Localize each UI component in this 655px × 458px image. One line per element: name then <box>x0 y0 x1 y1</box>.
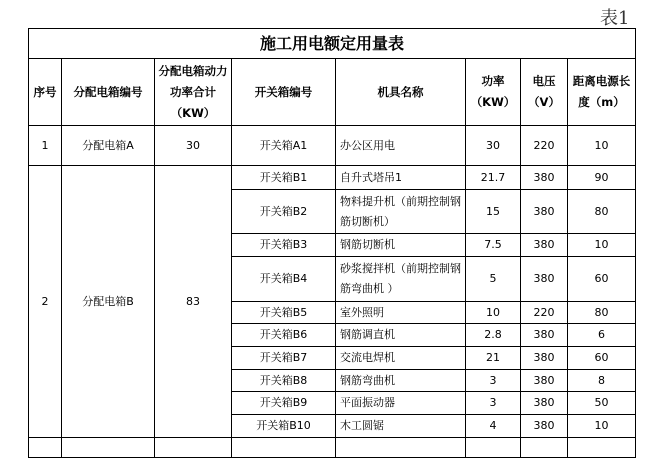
machine-name-cell: 钢筋调直机 <box>336 324 466 347</box>
switch-box-cell: 开关箱A1 <box>232 126 336 166</box>
voltage-cell: 380 <box>521 415 568 438</box>
power-cell: 21.7 <box>466 166 521 190</box>
machine-name-cell: 交流电焊机 <box>336 347 466 370</box>
machine-name-cell: 室外照明 <box>336 302 466 324</box>
switch-box-cell: 开关箱B9 <box>232 392 336 415</box>
voltage-cell: 380 <box>521 347 568 370</box>
distribution-box-cell: 分配电箱A <box>62 126 155 166</box>
power-cell: 30 <box>466 126 521 166</box>
distance-cell: 90 <box>568 166 636 190</box>
header-cell: 分配电箱编号 <box>62 59 155 126</box>
distribution-box-cell: 分配电箱B <box>62 166 155 438</box>
header-cell: 序号 <box>29 59 62 126</box>
power-cell: 10 <box>466 302 521 324</box>
switch-box-cell: 开关箱B10 <box>232 415 336 438</box>
switch-box-cell: 开关箱B7 <box>232 347 336 370</box>
distance-cell: 80 <box>568 302 636 324</box>
voltage-cell: 220 <box>521 126 568 166</box>
power-cell: 4 <box>466 415 521 438</box>
voltage-cell: 380 <box>521 257 568 302</box>
header-cell: 机具名称 <box>336 59 466 126</box>
voltage-cell: 380 <box>521 370 568 392</box>
table-caption: 表1 <box>600 8 630 29</box>
distance-cell: 10 <box>568 126 636 166</box>
power-cell: 5 <box>466 257 521 302</box>
distance-cell: 10 <box>568 234 636 257</box>
power-cell: 21 <box>466 347 521 370</box>
header-cell: 分配电箱动力功率合计（KW） <box>155 59 232 126</box>
switch-box-cell: 开关箱B1 <box>232 166 336 190</box>
total-power-cell: 30 <box>155 126 232 166</box>
switch-box-cell: 开关箱B6 <box>232 324 336 347</box>
machine-name-cell: 钢筋切断机 <box>336 234 466 257</box>
machine-name-cell: 自升式塔吊1 <box>336 166 466 190</box>
distance-cell: 50 <box>568 392 636 415</box>
power-cell: 3 <box>466 370 521 392</box>
distance-cell: 6 <box>568 324 636 347</box>
switch-box-cell: 开关箱B8 <box>232 370 336 392</box>
machine-name-cell: 木工圆锯 <box>336 415 466 438</box>
distance-cell: 80 <box>568 190 636 234</box>
header-cell: 距离电源长度（m） <box>568 59 636 126</box>
switch-box-cell: 开关箱B5 <box>232 302 336 324</box>
header-row <box>29 59 636 126</box>
row-number-cell: 2 <box>29 166 62 438</box>
power-cell: 7.5 <box>466 234 521 257</box>
voltage-cell: 380 <box>521 392 568 415</box>
table-title: 施工用电额定用量表 <box>29 29 636 59</box>
voltage-cell: 380 <box>521 190 568 234</box>
voltage-cell: 380 <box>521 234 568 257</box>
machine-name-cell: 砂浆搅拌机（前期控制钢筋弯曲机 ） <box>336 257 466 302</box>
header-cell: 开关箱编号 <box>232 59 336 126</box>
total-power-cell: 83 <box>155 166 232 438</box>
distance-cell: 10 <box>568 415 636 438</box>
machine-name-cell: 物料提升机（前期控制钢筋切断机） <box>336 190 466 234</box>
row-number-cell: 1 <box>29 126 62 166</box>
table-row <box>29 126 636 166</box>
power-cell: 2.8 <box>466 324 521 347</box>
header-cell: 功率（KW） <box>466 59 521 126</box>
voltage-cell: 380 <box>521 324 568 347</box>
power-usage-table <box>28 28 636 458</box>
table-row <box>29 166 636 190</box>
machine-name-cell: 平面振动器 <box>336 392 466 415</box>
machine-name-cell: 办公区用电 <box>336 126 466 166</box>
switch-box-cell: 开关箱B2 <box>232 190 336 234</box>
distance-cell: 8 <box>568 370 636 392</box>
distance-cell: 60 <box>568 347 636 370</box>
switch-box-cell: 开关箱B3 <box>232 234 336 257</box>
distance-cell: 60 <box>568 257 636 302</box>
voltage-cell: 380 <box>521 166 568 190</box>
power-cell: 3 <box>466 392 521 415</box>
voltage-cell: 220 <box>521 302 568 324</box>
power-cell: 15 <box>466 190 521 234</box>
header-cell: 电压（V） <box>521 59 568 126</box>
switch-box-cell: 开关箱B4 <box>232 257 336 302</box>
machine-name-cell: 钢筋弯曲机 <box>336 370 466 392</box>
